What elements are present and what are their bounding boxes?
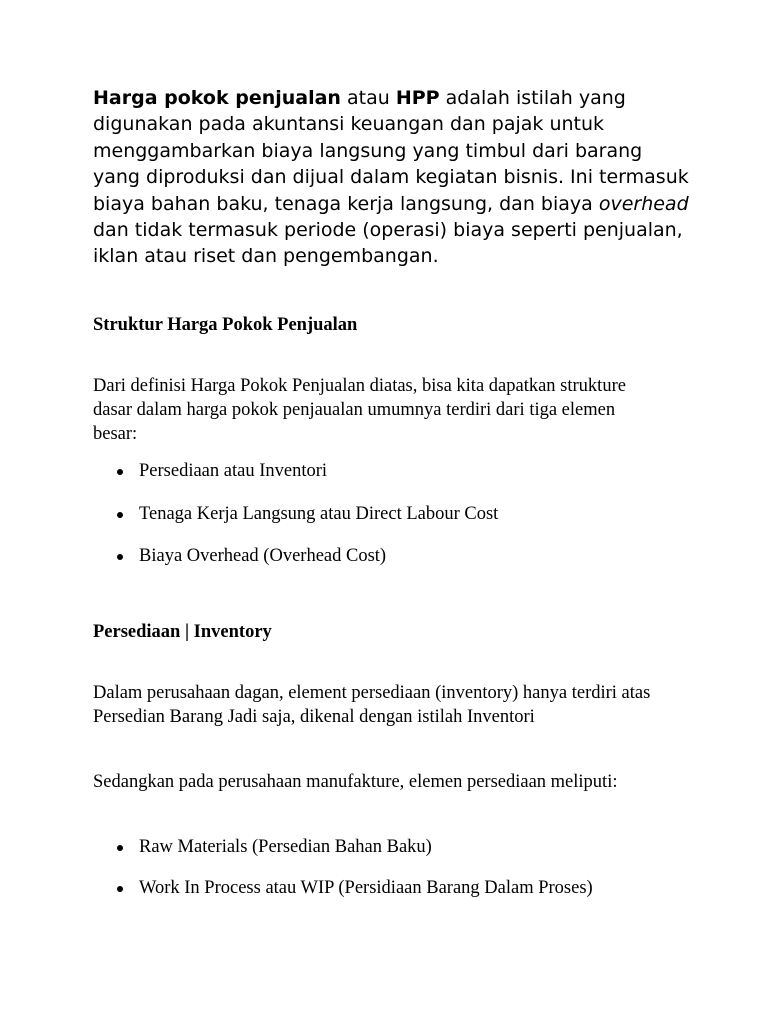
bullet-icon <box>117 469 123 475</box>
bullet-icon <box>117 845 123 851</box>
list-item-text: Work In Process atau WIP (Persidiaan Barang Dalam Proses) <box>139 878 593 898</box>
section-paragraph-definisi: Dari definisi Harga Pokok Penjualan diatas, bisa kita dapatkan strukture dasar dalam harga pokok penjaualan umumnya terdiri dari tiga elemen besar: <box>93 376 626 444</box>
intro-paragraph <box>93 85 693 270</box>
section-heading-persediaan: Persediaan | Inventory <box>93 622 272 642</box>
bullet-icon <box>117 512 123 518</box>
term-harga-pokok-penjualan: Harga pokok penjualan <box>93 87 341 109</box>
section-heading-struktur: Struktur Harga Pokok Penjualan <box>93 315 358 335</box>
bullet-icon <box>117 886 123 892</box>
term-overhead: overhead <box>598 192 689 215</box>
term-hpp: HPP <box>395 87 440 109</box>
bullet-icon <box>117 554 123 560</box>
intro-conjunction: atau <box>340 87 396 109</box>
list-item-text: Persediaan atau Inventori <box>139 461 328 481</box>
intro-text-b: dan tidak termasuk periode (operasi) biaya seperti penjualan, iklan atau riset dan pengembangan. <box>93 219 683 268</box>
intro-text-a: adalah istilah yang digunakan pada akuntansi keuangan dan pajak untuk menggambarkan biaya langsung yang timbul dari barang yang diproduksi dan dijual dalam kegiatan bisnis. Ini termasuk biaya bahan baku, tenaga kerja langsung, dan biaya <box>93 87 689 215</box>
list-item-text: Raw Materials (Persedian Bahan Baku) <box>139 837 432 857</box>
section-paragraph-manufaktur: Sedangkan pada perusahaan manufakture, elemen persediaan meliputi: <box>93 772 618 792</box>
list-item-text: Biaya Overhead (Overhead Cost) <box>139 546 387 566</box>
section-paragraph-dagang: Dalam perusahaan dagan, element persediaan (inventory) hanya terdiri atas Persedian Barang Jadi saja, dikenal dengan istilah Inventori <box>93 683 651 727</box>
list-item-text: Tenaga Kerja Langsung atau Direct Labour Cost <box>139 504 499 524</box>
